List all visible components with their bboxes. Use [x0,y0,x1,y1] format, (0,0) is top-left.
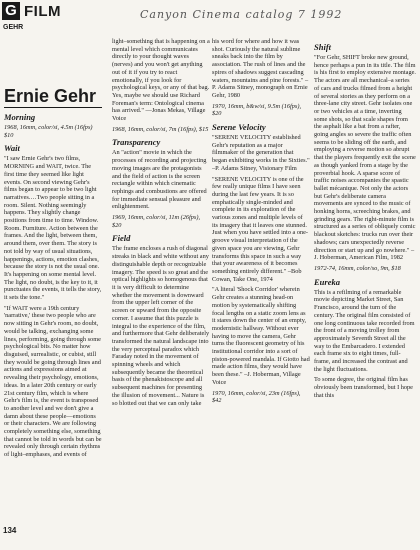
film-description: light–something that is happening on a mental level which communicates directly to your thought waves (nerves) and you won't get anything out of it if you try to react emotionally, if you look for psychological keys, or any of that bag. Yes, maybe we should use Richard Foreman's term: Ontological cinema has arrived." —Jonas Mekas, Village Voice [112,38,210,123]
film-meta-serene-velocity: 1970, 16mm, color/si, 23m (16fps), $42 [212,389,301,405]
film-description: his word for where and how it was shot. Curiously the natural sublime sneaks back into the film by association. The rush of lines and the spires of shadows suggest cascading waters, mountains and pine forests." –P. Adams Sitney, monograph on Ernie Gehr, 1980 [212,38,309,99]
film-title-morning: Morning [4,112,36,122]
film-description: "A literal 'Shock Corridor' wherein Gehr creates a stunning head-on motion by systematically shifting focal lengths on a static zoom lens as it stares down the center of an empty, modernistic hallway. Without ever having to move the camera, Gehr turns the fluorescent geometry of his institutional corridor into a sort of piston-powered mandala. If Giotto had made action films, they would have been these." –J. Hoberman, Village Voice [212,286,310,386]
column-3 [212,38,310,533]
section-title: FILM [24,3,61,20]
film-description: An "action" movie in which the processes of recording and projecting moving images are the protagonists and the field of action is the screen rectangle within which cinematic rephings and combustions are offered for immediate sensual pleasure and enlightenment. [112,149,207,211]
film-title-shift: Shift [314,42,332,52]
film-description: "If WAIT were a 19th century 'narrative,' these two people who are now sitting in Gehr's room, no doubt, would be talking, exchanging some lines, performing, going through some psychological bits. No matter how disguised, surrealistic, or cubist, still they would be going through lines and actions and expressions aimed at revealing their psychology, emotions, ideas. In a later 20th century or early 21st century film, which is where Gehr's film is, the event is transposed to another level and we don't give a damn about these people—emotions or their characters. We are following completely something else, something that cannot be told in words but can be revealed only through certain rhythms of light–emphases, and events of [4,304,102,459]
film-meta-transparency: 1969, 16mm, color/si, 11m (26fps), $20 [112,214,201,229]
film-meta-wait: 1968, 16mm, color/si, 7m (16fps), $15 [112,125,209,133]
film-title-serene-velocity: Serene Velocity [212,122,266,133]
film-description: "SERENE VELOCITY is one of the few really unique films I have seen during the last few years. It is so emphatically single-minded and complete in its exploration of the various zones and multiple levels of its imagery that it leaves one stunned. Just when you have settled into a one-groove visual interpretation of the given space you are viewing, Gehr transforms this space in such a way that your awareness of it becomes something entirely different." –Bob Cowan, Take One, 1974 [212,175,309,283]
film-meta-shift: 1972-74, 16mm, color/so, 9m, $18 [314,264,401,272]
column-4 [314,38,416,533]
film-description: "For Gehr, SHIFT broke new ground, hence perhaps a pun in its title. The film is his first to employ extensive montage. The actors are all mechanical–a series of cars and trucks filmed from a height of several stories as they perform on a three-lane city street. Gehr isolates one or two vehicles at a time, inverting some shots, so that scale shapes from the asphalt like a bat from a rafter, going angles so severe the traffic often seems to be sliding off the earth, and employing a reverse motion so abrupt that the players frequently exit the scene as though yanked from a stage by the proverbial hook. A sparse score of traffic noises accompanies the spastic ballet mécanique. Not only the actors but Gehr's deliberate camera movements are synced to the music of honking horns, screeching brakes, and grinding gears. The right-minute film is structured as a series of obliquely comic blackout sketches: trucks run over their shadows; cars unexpectedly reverse direction or start up and go nowhere." –J. Hoberman, American Film, 1982 [314,54,416,262]
film-description: To some degree, the original film has obviously been transformed, but I hope that this [314,376,413,399]
page-number: 134 [3,526,17,535]
film-meta-morning: 1968, 16mm, color/si, 4.5m (16fps) $10 [4,124,93,139]
column-2 [112,38,210,533]
section-letter-box: G [2,2,20,20]
film-meta-field: 1970, 16mm, b&w/si, 9.5m (16fps), $20 [212,102,302,118]
film-description: "I saw Ernie Gehr's two films, MORNING and WAIT, twice. The first time they seemed like light events. On second viewing Gehr's films began to appear to be two light narratives.…Two people sitting in a room. Silent. Nothing seemingly happens. They slightly change positions from time to time. Window. Room. Furniture. Action between the frames. And the light, between them, around them, over them. The story is not told by way of usual situations, happenings, actions, emotion clashes, because the story is not the usual one. It's happening on some mental level. The light, no doubt, is the key to it, it punctuates the events, it tells the story, it sets the tone." [4,155,102,302]
film-description: This is a refilming of a remarkable movie depicting Market Street, San Francisco, around the turn of the century. The original film consisted of one long continuous take recorded from the front of a moving trolley from approximately Seventh Street all the way to the Embarcadero. I extended each frame six to eight times, full-frame, and increased the contrast and the light fluctuations. [314,288,415,373]
film-title-field: Field [112,233,131,244]
film-title-wait: Wait [4,143,20,154]
handwritten-note: Canyon Cinema catalog 7 1992 [140,8,343,21]
film-title-transparency: Transparency [112,137,161,148]
author-heading: Ernie Gehr [4,86,102,108]
section-subtitle: GEHR [3,24,24,31]
film-description: The frame encloses a rush of diagonal streaks in black and white without any distinguishable depth or recognizable imagery. The speed is so great and the optical highlights so homogenous that it is very difficult to determine whether the movement is downward from the upper left corner of the screen or upward from the opposite corner. I assume that this puzzle is integral to the experience of the film, and furthermore that Gehr deliberately transformed the natural landscape into the very perceptual paradox which Faraday noted in the movement of spinning wheels and which subsequently became the theoretical basis of the phenakistoscope and all subsequent machines for presenting the illusion of movement... Nature is so blotted out that we can only take [112,245,210,407]
column-1 [4,38,102,533]
film-title-eureka: Eureka [314,276,340,287]
film-description: "SERENE VELOCITY established Gehr's reputation as a major filmmaker of the generation that began exhibiting works in the Sixties." –P. Adams Sitney, Visionary Film [212,134,310,172]
